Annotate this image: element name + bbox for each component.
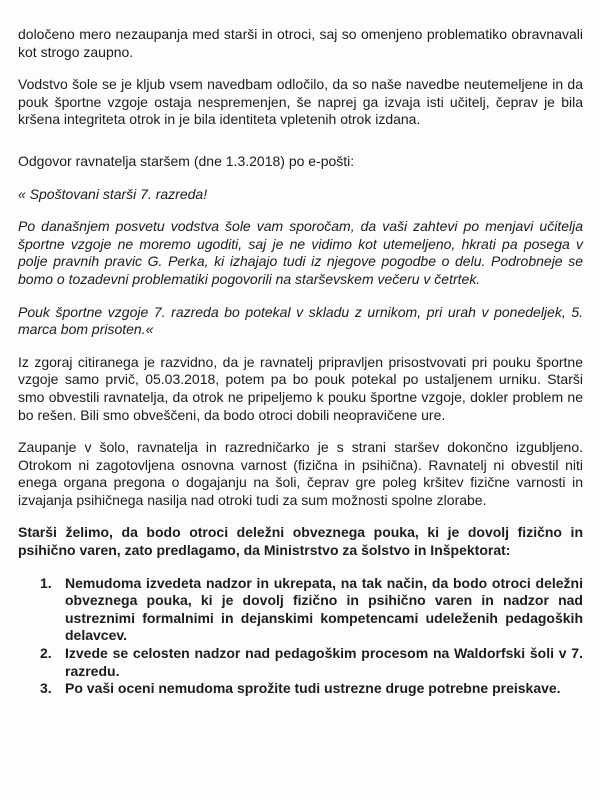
demands-list [18,575,583,698]
list-item [40,575,583,645]
list-item-text: Izvede se celosten nadzor nad pedagoškim procesom na Waldorfski šoli v 7. razredu. [65,645,583,679]
quote-body-1: Po današnjem posvetu vodstva šole vam sporočam, da vaši zahtevi po menjavi učitelja športne vzgoje ne moremo ugoditi, saj je ne vidimo kot utemeljeno, hkrati pa posega v polje pravnih pravic G. Perka, ki izhajajo tudi iz njegove pogodbe o delu. Podrobneje se bomo o tozadevni problematiki pogovorili na starševskem večeru v četrtek. [18,218,583,287]
list-item-number: 3. [40,680,52,697]
demands-lead: Starši želimo, da bodo otroci deležni obveznega pouka, ki je dovolj fizično in psihično varen, zato predlagamo, da Ministrstvo za šolstvo in Inšpektorat: [18,524,583,559]
paragraph-commentary-2: Zaupanje v šolo, ravnatelja in razredničarko je s strani staršev dokončno izgubljeno. Otrokom ni zagotovljena osnovna varnost (fizična in psihična). Ravnatelj ni obvestil niti enega organa pregona o dogajanju na šoli, čeprav gre poleg kršitev fizične varnosti in izvajanja psihičnega nasilja nad otroki tudi za sum možnosti spolne zlorabe. [18,439,583,508]
list-item-number: 1. [40,574,52,591]
paragraph-intro-1: določeno mero nezaupanja med starši in otroci, saj so omenjeno problematiko obravnavali kot strogo zaupno. [18,26,583,60]
paragraph-commentary-1: Iz zgoraj citiranega je razvidno, da je ravnatelj pripravljen prisostvovati pri pouku športne vzgoje samo prvič, 05.03.2018, potem pa bo pouk potekal po ustaljenem urniku. Starši smo obvestili ravnatelja, da otrok ne pripeljemo k pouku športne vzgoje, dokler problem ne bo rešen. Bili smo obveščeni, da bodo otroci dobili neopravičene ure. [18,353,583,423]
quote-body-2: Pouk športne vzgoje 7. razreda bo potekal v skladu z urnikom, pri urah v ponedeljek, 5. marca bom prisoten.« [18,303,583,338]
list-item-text: Po vaši oceni nemudoma sprožite tudi ustrezne druge potrebne preiskave. [65,680,561,697]
list-item-text: Nemudoma izvedeta nadzor in ukrepata, na tak način, da bodo otroci deležni obveznega pouka, ki je dovolj fizično in psihično varen in nadzor nad ustreznimi formalnimi in dejanskimi kompetencami udeleženih pedagoških delavcev. [65,574,583,644]
list-item [40,645,583,680]
reply-header: Odgovor ravnatelja staršem (dne 1.3.2018) po e-pošti: [18,152,355,169]
quote-salutation: « Spoštovani starši 7. razreda! [18,185,208,202]
list-item [40,680,583,698]
paragraph-intro-2: Vodstvo šole se je kljub vsem navedbam odločilo, da so naše navedbe neutemeljene in da pouk športne vzgoje ostaja nespremenjen, še naprej ga izvaja isti učitelj, čeprav je bila kršena integriteta otrok in je bila identiteta vpletenih otrok izdana. [18,76,583,128]
list-item-number: 2. [40,645,52,662]
